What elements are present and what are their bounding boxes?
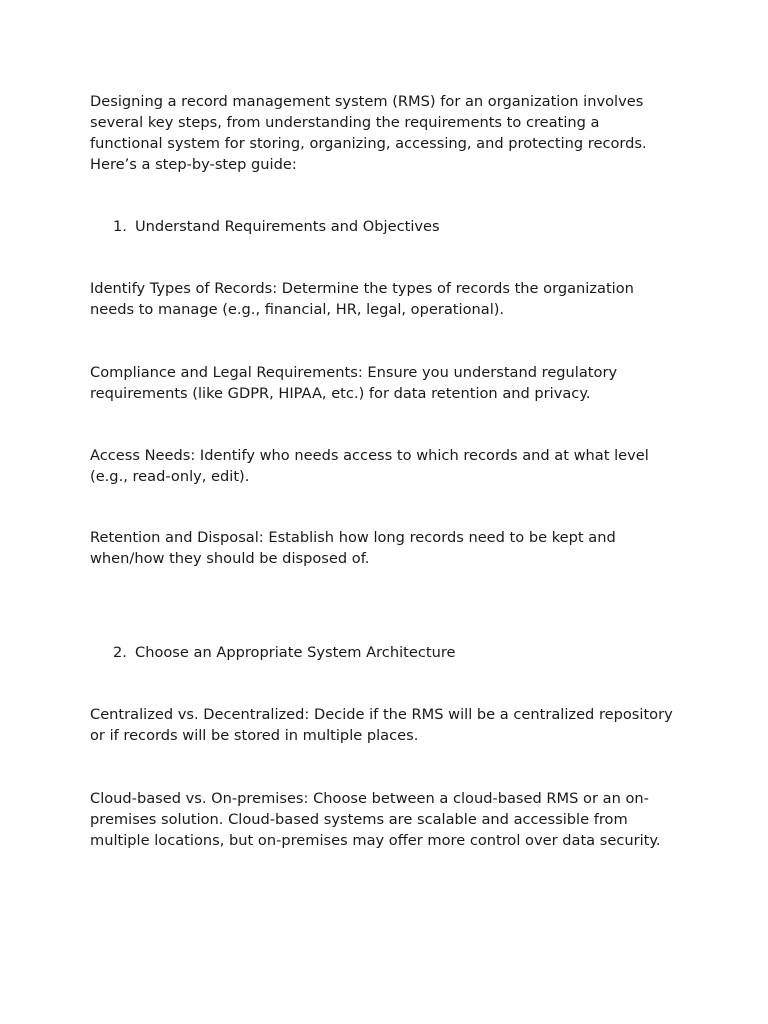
- paragraph-retention: Retention and Disposal: Establish how long records need to be kept and when/how they should be disposed of.: [90, 529, 616, 567]
- paragraph-centralized: Centralized vs. Decentralized: Decide if the RMS will be a centralized repository or if records will be stored in multiple places.: [90, 706, 673, 744]
- section-number-2: 2.: [113, 644, 127, 661]
- section-heading-1: [113, 216, 440, 237]
- section-number-1: 1.: [113, 218, 127, 235]
- paragraph-cloud-based: Cloud-based vs. On-premises: Choose between a cloud-based RMS or an on-premises solution. Cloud-based systems are scalable and accessible from multiple locations, but on-premises may offer more control over data security.: [90, 790, 661, 849]
- section-title-1: Understand Requirements and Objectives: [135, 218, 440, 235]
- paragraph-compliance: Compliance and Legal Requirements: Ensure you understand regulatory requirements (like GDPR, HIPAA, etc.) for data retention and privacy.: [90, 364, 618, 402]
- paragraph-types-of-records: Identify Types of Records: Determine the types of records the organization needs to manage (e.g., financial, HR, legal, operational).: [90, 280, 634, 318]
- section-heading-2: [113, 642, 455, 663]
- section-title-2: Choose an Appropriate System Architecture: [135, 644, 456, 661]
- paragraph-access-needs: Access Needs: Identify who needs access to which records and at what level (e.g., read-only, edit).: [90, 447, 649, 485]
- intro-paragraph: Designing a record management system (RMS) for an organization involves several key steps, from understanding the requirements to creating a functional system for storing, organizing, accessing, and protecting records. Here’s a step-by-step guide:: [90, 93, 647, 173]
